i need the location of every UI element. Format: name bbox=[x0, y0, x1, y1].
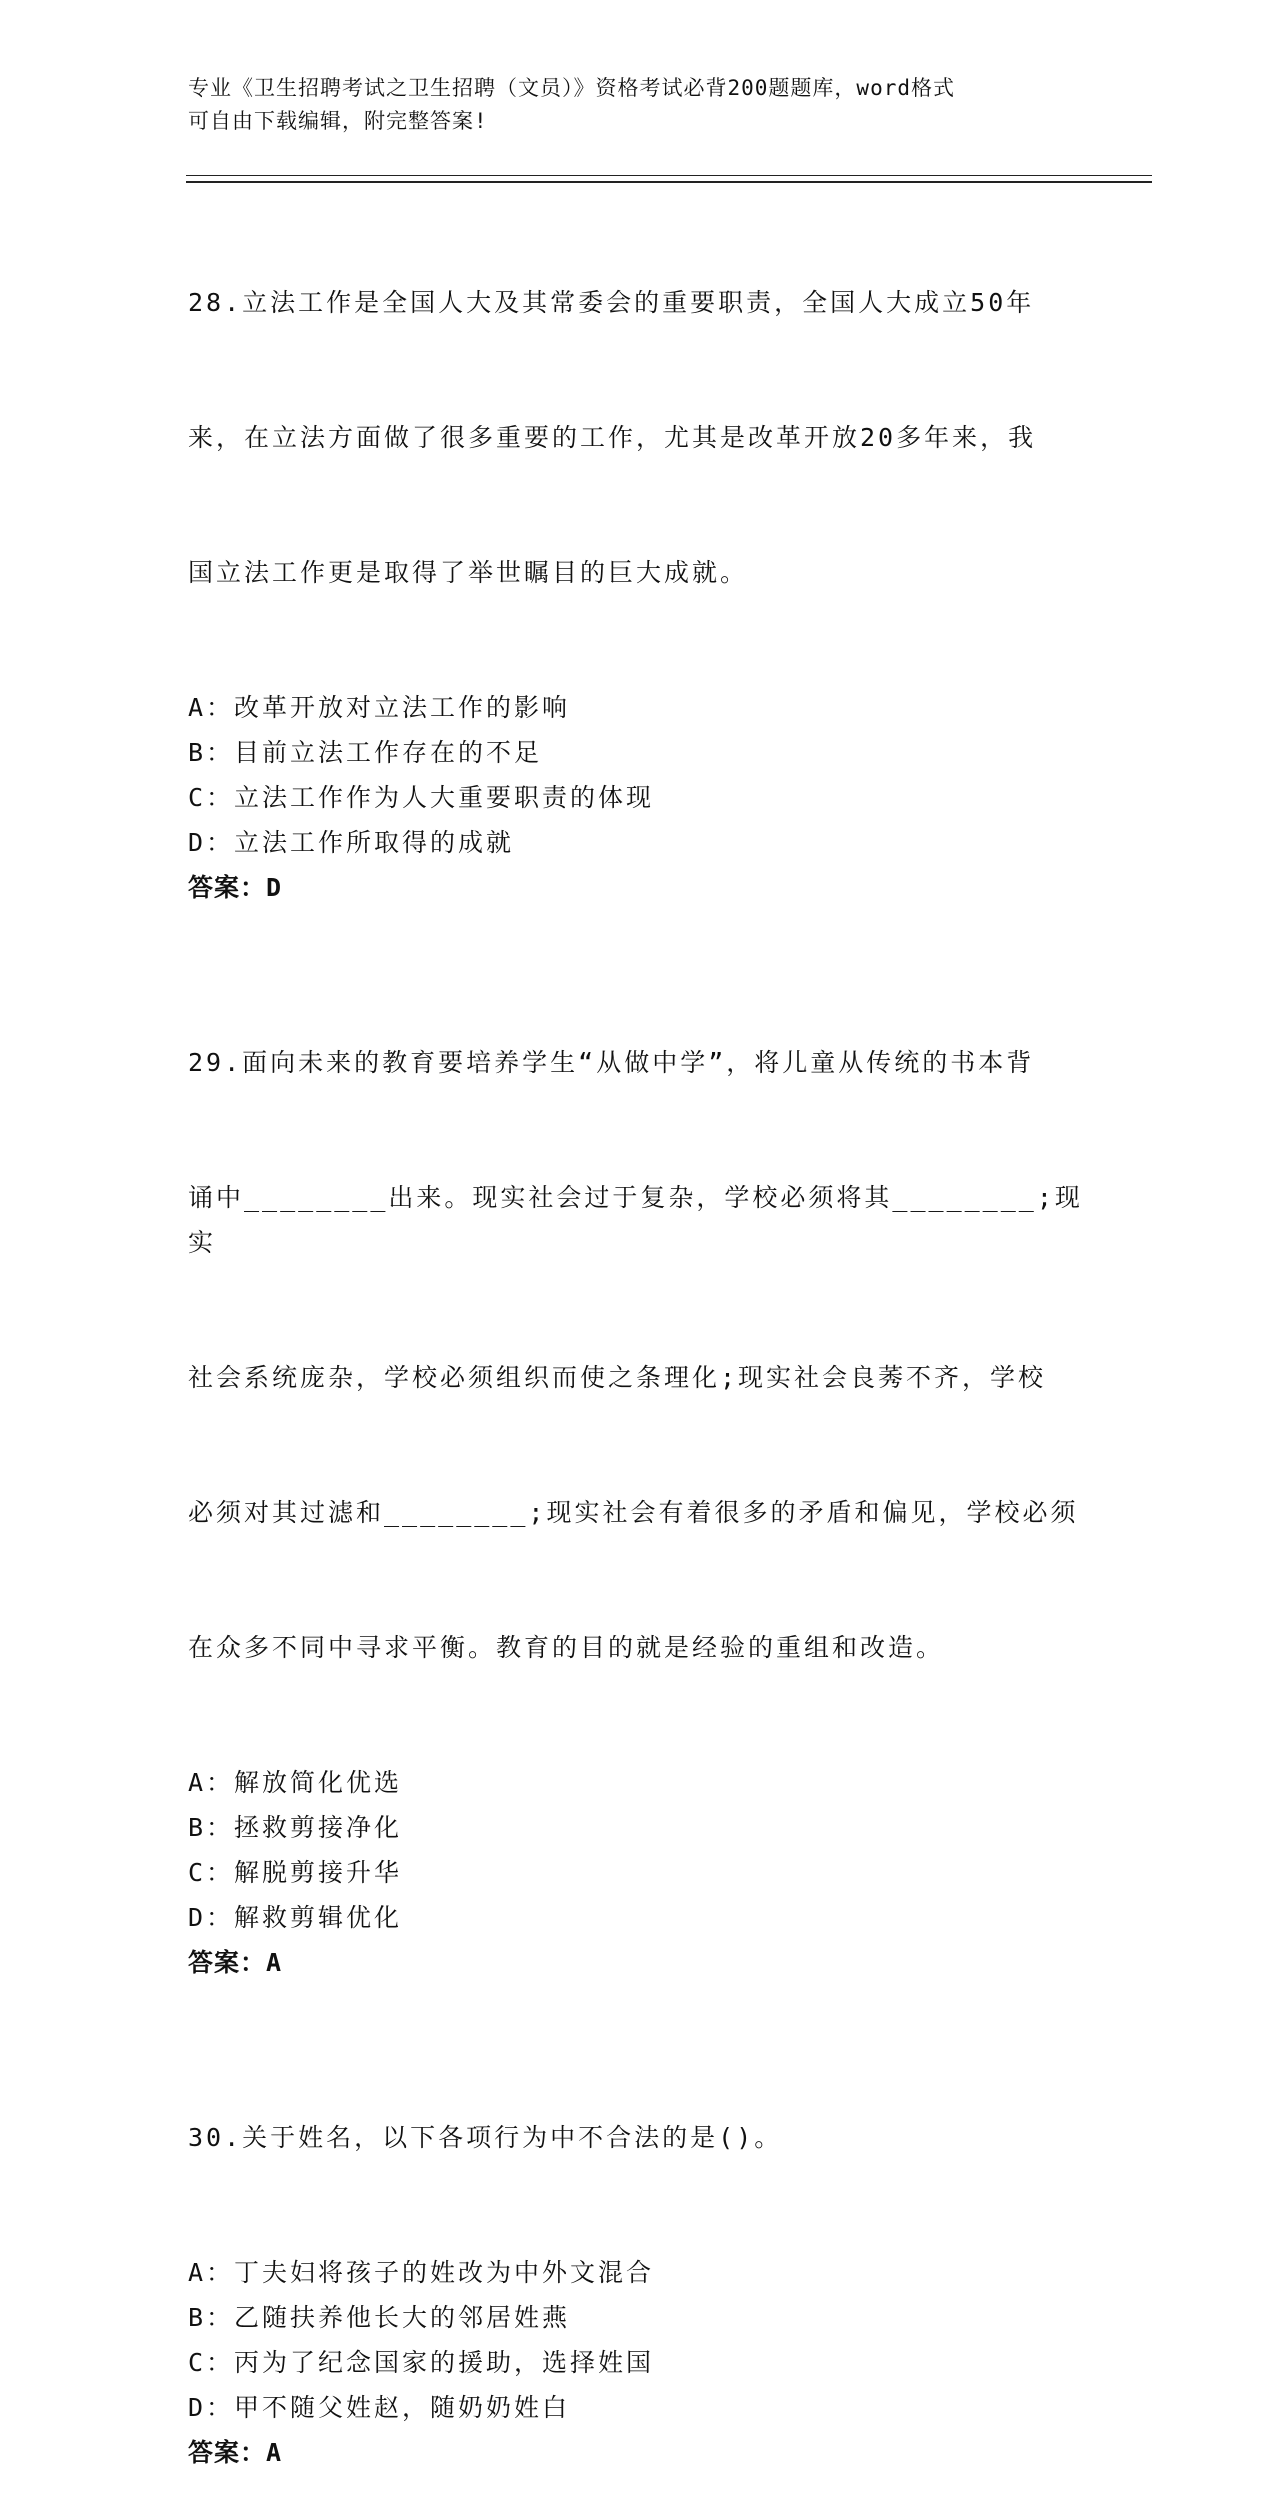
option-d: D：解救剪辑优化 bbox=[188, 1903, 403, 1932]
stem-line: 29.面向未来的教育要培养学生“从做中学”，将儿童从传统的书本背 bbox=[188, 1048, 1035, 1077]
option-d: D：甲不随父姓赵，随奶奶姓白 bbox=[188, 2393, 571, 2422]
header-divider-thin bbox=[186, 175, 1152, 176]
option-b: B：目前立法工作存在的不足 bbox=[188, 738, 543, 767]
stem-line: 社会系统庞杂，学校必须组织而使之条理化;现实社会良莠不齐，学校 bbox=[188, 1363, 1047, 1392]
question-29 bbox=[188, 950, 1088, 1985]
header-line-1: 专业《卫生招聘考试之卫生招聘（文员）》资格考试必背200题题库，word格式 bbox=[188, 76, 955, 100]
stem-line: 国立法工作更是取得了举世瞩目的巨大成就。 bbox=[188, 558, 749, 587]
question-stem bbox=[188, 2025, 1088, 2250]
option-c: C：立法工作作为人大重要职责的体现 bbox=[188, 783, 655, 812]
question-28 bbox=[188, 190, 1088, 910]
question-30 bbox=[188, 2025, 1088, 2475]
option-b: B：乙随扶养他长大的邻居姓燕 bbox=[188, 2303, 571, 2332]
option-c: C：丙为了纪念国家的援助，选择姓国 bbox=[188, 2348, 655, 2377]
question-stem bbox=[188, 190, 1088, 685]
option-a: A：解放简化优选 bbox=[188, 1768, 403, 1797]
question-list bbox=[188, 190, 1088, 2515]
document-header bbox=[188, 72, 1068, 138]
option-b: B：拯救剪接净化 bbox=[188, 1813, 403, 1842]
stem-line: 30.关于姓名，以下各项行为中不合法的是()。 bbox=[188, 2123, 783, 2152]
header-divider-thick bbox=[186, 181, 1152, 183]
option-a: A：丁夫妇将孩子的姓改为中外文混合 bbox=[188, 2258, 655, 2287]
stem-line: 在众多不同中寻求平衡。教育的目的就是经验的重组和改造。 bbox=[188, 1633, 945, 1662]
stem-line: 28.立法工作是全国人大及其常委会的重要职责，全国人大成立50年 bbox=[188, 288, 1035, 317]
question-stem bbox=[188, 950, 1088, 1760]
answer: 答案：A bbox=[188, 1948, 283, 1977]
header-line-2: 可自由下载编辑，附完整答案! bbox=[188, 109, 488, 133]
stem-line: 必须对其过滤和________;现实社会有着很多的矛盾和偏见，学校必须 bbox=[188, 1498, 1079, 1527]
stem-line: 诵中________出来。现实社会过于复杂，学校必须将其________;现实 bbox=[188, 1183, 1083, 1257]
option-a: A：改革开放对立法工作的影响 bbox=[188, 693, 571, 722]
option-c: C：解脱剪接升华 bbox=[188, 1858, 403, 1887]
stem-line: 来，在立法方面做了很多重要的工作，尤其是改革开放20多年来，我 bbox=[188, 423, 1037, 452]
answer: 答案：D bbox=[188, 873, 283, 902]
option-d: D：立法工作所取得的成就 bbox=[188, 828, 515, 857]
answer: 答案：A bbox=[188, 2438, 283, 2467]
